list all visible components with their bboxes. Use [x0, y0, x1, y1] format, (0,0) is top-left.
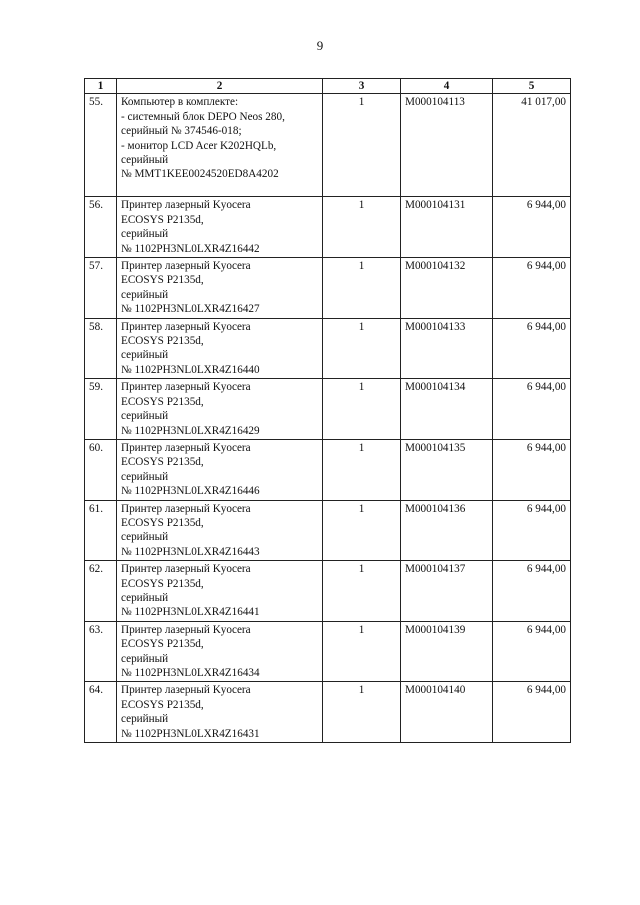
- row-number: 56.: [85, 197, 117, 258]
- inventory-table: [84, 78, 571, 743]
- description-line: серийный: [121, 410, 169, 423]
- description-line: № 1102PH3NL0LXR4Z16443: [121, 545, 260, 558]
- description-line: ECOSYS P2135d,: [121, 698, 204, 711]
- item-quantity: 1: [323, 197, 401, 258]
- description-line: ECOSYS P2135d,: [121, 577, 204, 590]
- description-line: № 1102PH3NL0LXR4Z16434: [121, 667, 260, 679]
- inventory-number: M000104135: [401, 439, 493, 500]
- description-line: ECOSYS P2135d,: [121, 516, 204, 529]
- item-quantity: 1: [323, 318, 401, 379]
- item-description: [117, 621, 323, 682]
- table-header: [85, 79, 571, 94]
- inventory-number: M000104113: [401, 94, 493, 197]
- item-amount: 6 944,00: [493, 318, 571, 379]
- inventory-number: M000104133: [401, 318, 493, 379]
- description-line: серийный: [121, 349, 169, 362]
- column-header-4: 4: [401, 79, 493, 94]
- item-quantity: 1: [323, 561, 401, 622]
- item-description: [117, 500, 323, 561]
- description-line: ECOSYS P2135d,: [121, 213, 204, 226]
- item-amount: 6 944,00: [493, 379, 571, 440]
- item-quantity: 1: [323, 379, 401, 440]
- table-row: [85, 94, 571, 197]
- row-number: 59.: [85, 379, 117, 440]
- description-line: серийный: [121, 154, 169, 167]
- description-line: № 1102PH3NL0LXR4Z16446: [121, 485, 260, 498]
- description-line: серийный: [121, 288, 169, 301]
- table-row: [85, 439, 571, 500]
- inventory-number: M000104136: [401, 500, 493, 561]
- inventory-number: M000104134: [401, 379, 493, 440]
- table-row: [85, 561, 571, 622]
- description-line: ECOSYS P2135d,: [121, 335, 204, 348]
- description-line: Принтер лазерный Kyocera: [121, 563, 251, 576]
- inventory-number: M000104137: [401, 561, 493, 622]
- description-line: серийный: [121, 652, 169, 665]
- page-number: 9: [316, 38, 324, 53]
- description-line: серийный: [121, 531, 169, 544]
- item-amount: 6 944,00: [493, 258, 571, 319]
- column-header-1: 1: [85, 79, 117, 94]
- description-line: серийный: [121, 713, 169, 726]
- item-description: [117, 379, 323, 440]
- description-line: Принтер лазерный Kyocera: [121, 502, 251, 515]
- item-amount: 6 944,00: [493, 621, 571, 682]
- item-amount: 6 944,00: [493, 561, 571, 622]
- item-quantity: 1: [323, 94, 401, 197]
- row-number: 62.: [85, 561, 117, 622]
- column-header-5: 5: [493, 79, 571, 94]
- description-line: ECOSYS P2135d,: [121, 395, 204, 408]
- table-row: [85, 621, 571, 682]
- item-amount: 6 944,00: [493, 500, 571, 561]
- description-line: Принтер лазерный Kyocera: [121, 684, 251, 697]
- description-line: - монитор LCD Acer K202HQLb,: [121, 139, 277, 152]
- description-line: ECOSYS P2135d,: [121, 638, 204, 651]
- description-line: ECOSYS P2135d,: [121, 456, 204, 469]
- item-amount: 6 944,00: [493, 439, 571, 500]
- item-quantity: 1: [323, 621, 401, 682]
- item-description: [117, 682, 323, 743]
- item-description: [117, 318, 323, 379]
- item-description: [117, 258, 323, 319]
- row-number: 61.: [85, 500, 117, 561]
- description-line: Принтер лазерный Kyocera: [121, 623, 251, 636]
- item-description: [117, 197, 323, 258]
- table-row: [85, 197, 571, 258]
- description-line: № 1102PH3NL0LXR4Z16441: [121, 606, 260, 619]
- inventory-number: M000104131: [401, 197, 493, 258]
- inventory-number: M000104140: [401, 682, 493, 743]
- description-line: № 1102PH3NL0LXR4Z16427: [121, 303, 260, 316]
- description-line: Принтер лазерный Kyocera: [121, 199, 251, 212]
- description-line: Принтер лазерный Kyocera: [121, 260, 251, 273]
- description-line: Принтер лазерный Kyocera: [121, 381, 251, 394]
- description-line: ECOSYS P2135d,: [121, 274, 204, 287]
- table-row: [85, 258, 571, 319]
- row-number: 63.: [85, 621, 117, 682]
- description-line: № 1102PH3NL0LXR4Z16431: [121, 727, 260, 740]
- row-number: 60.: [85, 439, 117, 500]
- column-header-3: 3: [323, 79, 401, 94]
- column-header-2: 2: [117, 79, 323, 94]
- table-row: [85, 682, 571, 743]
- row-number: 55.: [85, 94, 117, 197]
- table-row: [85, 379, 571, 440]
- description-line: Компьютер в комплекте:: [121, 96, 239, 109]
- item-description: [117, 94, 323, 197]
- item-quantity: 1: [323, 258, 401, 319]
- description-line: № MMT1KEE0024520ED8A4202: [121, 168, 279, 181]
- description-line: серийный: [121, 228, 169, 241]
- item-description: [117, 439, 323, 500]
- description-line: серийный: [121, 470, 169, 483]
- item-amount: 41 017,00: [493, 94, 571, 197]
- description-line: серийный № 374546-018;: [121, 125, 242, 138]
- row-number: 57.: [85, 258, 117, 319]
- item-quantity: 1: [323, 682, 401, 743]
- item-quantity: 1: [323, 439, 401, 500]
- table-row: [85, 318, 571, 379]
- description-line: серийный: [121, 591, 169, 604]
- row-number: 58.: [85, 318, 117, 379]
- description-line: Принтер лазерный Kyocera: [121, 441, 251, 454]
- table-row: [85, 500, 571, 561]
- description-line: Принтер лазерный Kyocera: [121, 320, 251, 333]
- item-quantity: 1: [323, 500, 401, 561]
- row-number: 64.: [85, 682, 117, 743]
- description-line: № 1102PH3NL0LXR4Z16440: [121, 363, 260, 376]
- table-body: [85, 94, 571, 743]
- description-line: - системный блок DEPO Neos 280,: [121, 110, 285, 123]
- item-amount: 6 944,00: [493, 197, 571, 258]
- inventory-number: M000104139: [401, 621, 493, 682]
- inventory-number: M000104132: [401, 258, 493, 319]
- description-line: № 1102PH3NL0LXR4Z16429: [121, 424, 260, 437]
- item-description: [117, 561, 323, 622]
- item-amount: 6 944,00: [493, 682, 571, 743]
- description-line: № 1102PH3NL0LXR4Z16442: [121, 242, 260, 255]
